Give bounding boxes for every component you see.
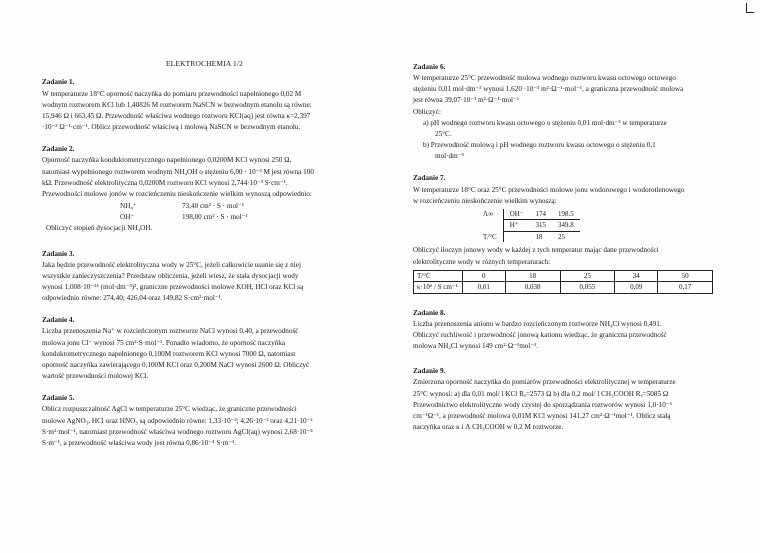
value-cell: 198.5 <box>558 209 574 218</box>
task-4-line: oporność naczyńka zawierającego 0,100M KCl oraz 0,200M NaCl wynosi 2600 Ω. Obliczyć <box>42 360 310 369</box>
task-7-line: elektrolityczne wody w różnych temperaturach: <box>413 257 551 266</box>
ion-conductivity-list <box>120 201 367 223</box>
ion-row <box>120 201 367 212</box>
task-3-heading: Zadanie 3. <box>42 249 75 258</box>
task-4-heading: Zadanie 4. <box>42 316 75 325</box>
task-6-item-a-cont: 25°C. <box>435 129 452 138</box>
task-7 <box>413 173 713 293</box>
table-cell: 18 <box>505 270 560 282</box>
task-9 <box>413 366 713 433</box>
table-cell: 0,055 <box>560 282 615 294</box>
ion-symbol: OH⁻ <box>120 213 135 222</box>
document-title: ELEKTROCHEMIA 1/2 <box>165 59 244 68</box>
task-7-line: W temperaturze 18°C oraz 25°C przewodności molowe jonu wodorowego i wodorotlenowego <box>413 185 685 194</box>
task-8 <box>413 308 713 353</box>
task-9-line: Zmierzona oporność naczyńka do pomiarów przewodności elektrolitycznej w temperaturze <box>413 378 676 387</box>
table-cell: 25 <box>560 270 615 282</box>
table-cell: 0,038 <box>505 282 560 294</box>
row-label: κ·10⁶ / S cm⁻¹ <box>414 282 463 294</box>
task-5 <box>42 393 367 449</box>
task-3-line: wszystkie zanieczyszczenia? Przedstaw obliczenia, jeżeli wiesz, że stała dysocjacji wody <box>42 271 299 280</box>
task-2-line: kΩ. Przewodność elektrolityczna 0,0200M roztworu KCl wynosi 2,744·10⁻³ S·cm⁻¹. <box>42 178 288 187</box>
task-8-line: Obliczyć ruchliwość i przewodność jonową kationu wiedząc, że graniczna przewodność <box>413 331 667 339</box>
task-9-line: Przewodnictwo elektrolityczne wody czystej do sporządzania roztworów wynosi 1,0·10⁻⁶ <box>413 400 673 409</box>
temp-label: T/°C <box>477 231 503 242</box>
task-6 <box>413 62 713 162</box>
task-4-line: konduktometrycznego napełnionego 0,100M roztworem KCl wynosi 7000 Ω, natomiast <box>42 349 296 358</box>
row-label: T/°C <box>414 270 463 282</box>
table-row <box>477 209 580 220</box>
table-cell: 0,01 <box>462 282 505 294</box>
corner-bracket-icon <box>746 3 754 13</box>
task-5-line: molowe AgNO₃, HCl oraz HNO₃ są odpowiednio równe: 1,33·10⁻²; 4,26·10⁻² oraz 4,21·10⁻² <box>42 416 313 425</box>
task-7-line: Obliczyć iloczyn jonowy wody w każdej z tych temperatur mając dane przewodności <box>413 246 659 255</box>
task-7-heading: Zadanie 7. <box>413 174 446 183</box>
task-8-line: Liczba przenoszenia anionu w bardzo rozcieńczonym roztworze NH₄Cl wynosi 0,491. <box>413 319 662 328</box>
table-cell: 34 <box>615 270 658 282</box>
task-6-line: jest równa 39,07·10⁻³ m²·Ω⁻¹·mol⁻¹ <box>413 96 519 105</box>
task-2-line: natomiast wypełnionego roztworem wodnym NH₄OH o stężeniu 6,00 · 10⁻³ M jest równa 100 <box>42 167 314 176</box>
task-6-heading: Zadanie 6. <box>413 63 446 71</box>
temp-cell: 25 <box>558 232 566 241</box>
task-3-line: odpowiednio równe: 274,40; 426,04 oraz 149,82 S·cm²·mol⁻¹. <box>42 294 223 303</box>
task-5-heading: Zadanie 5. <box>42 394 75 403</box>
table-cell: 0 <box>462 270 505 282</box>
task-2-question: Obliczyć stopień dysocjacji NH₄OH. <box>46 224 153 233</box>
task-2-line: Oporność naczyńka konduktometrycznego napełnionego 0,0200M KCl wynosi 250 Ω, <box>42 156 292 165</box>
task-1 <box>42 77 367 133</box>
task-5-line: Oblicz rozpuszczalność AgCl w temperaturze 25°C wiedząc, że graniczne przewodności <box>42 405 297 414</box>
task-3-line: Jaka będzie przewodność elektrolityczna wody w 25°C, jeżeli całkowicie usunie się z niej <box>42 260 301 269</box>
task-2-line: Przewodności molowe jonów w rozcieńczeniu nieskończenie wielkim wynoszą odpowiednio: <box>42 189 312 198</box>
value-cell: 315 <box>530 220 553 232</box>
task-4-line: wartość przewodności molowej KCl. <box>42 372 149 381</box>
task-6-line: stężeniu 0,01 mol·dm⁻³ wynosi 1,620 ·10⁻³ m²·Ω⁻¹·mol⁻¹, a graniczna przewodność molowa <box>413 85 684 94</box>
task-8-heading: Zadanie 8. <box>413 308 446 317</box>
task-1-line: wodnym roztworem KCl lub 1,40826 M roztworem NaSCN w bezwodnym etanolu są równe: <box>42 100 312 109</box>
task-5-line: S·m⁻¹, a przewodność właściwa wody jest równa 0,86·10⁻⁴ S·m⁻¹. <box>42 438 237 447</box>
task-1-line: ·10⁻³ Ω⁻¹·cm⁻¹. Oblicz przewodność właściwą i molową NaSCN w bezwodnym etanolu. <box>42 123 301 132</box>
task-2 <box>42 144 367 234</box>
task-7-line: w rozcieńczeniu nieskończenie wielkim wynoszą: <box>413 196 557 205</box>
right-column <box>413 62 713 433</box>
task-6-item-b: b) Przewodność molową i pH wodnego roztworu kwasu octowego o stężeniu 0,1 <box>423 141 656 150</box>
ion-cell: OH⁻ <box>503 209 529 220</box>
value-cell: 174 <box>535 209 547 218</box>
ion-value: 198,00 cm² · S · mol⁻¹ <box>182 213 248 222</box>
task-8-line: molowa NH₄Cl wynosi 149 cm²·Ω⁻¹mol⁻¹. <box>413 342 539 351</box>
left-column <box>42 0 367 449</box>
task-9-line: cm⁻¹Ω⁻¹, a przewodność molowa 0,01M KCl wynosi 141,27 cm²·Ω⁻¹mol⁻¹. Oblicz stałą <box>413 411 671 420</box>
task-4-line: molowa jonu Cl⁻ wynosi 75 cm²·S·mol⁻¹. Ponadto wiadomo, że oporność naczyńka <box>42 338 286 347</box>
temp-cell: 18 <box>535 232 543 241</box>
task-6-line: W temperaturze 25°C przewodność molowa wodnego roztworu kwasu octowego octowego <box>413 74 676 83</box>
water-conductivity-table <box>413 270 713 294</box>
task-6-item-b-cont: mol·dm⁻³ <box>435 152 464 161</box>
table-cell: 0,17 <box>658 282 713 294</box>
table-row <box>414 270 713 282</box>
task-5-line: S·m²·mol⁻¹, natomiast przewodność właściwa wodnego roztworu AgCl(aq) wynosi 2,68·10⁻⁴ <box>42 427 313 436</box>
ion-symbol: NH₄⁺ <box>120 202 137 211</box>
task-4 <box>42 315 367 382</box>
table-row <box>414 282 713 294</box>
table-row <box>477 231 580 242</box>
task-1-heading: Zadanie 1. <box>42 78 75 87</box>
table-cell: 0,09 <box>615 282 658 294</box>
table-cell: 50 <box>658 270 713 282</box>
table-row <box>477 220 580 232</box>
task-9-line: naczyńka oraz κ i Λ CH₃COOH w 0,2 M roztworze. <box>413 423 564 432</box>
task-9-heading: Zadanie 9. <box>413 367 446 376</box>
ion-value: 73,40 cm² · S · mol⁻¹ <box>182 202 245 211</box>
ion-cell: H⁺ <box>503 220 529 232</box>
task-1-line: 15,946 Ω i 663,45 Ω. Przewodność właściwa wodnego roztworu KCl(aq) jest równa κ=2,397 <box>42 111 311 120</box>
task-1-line: W temperaturze 18°C oporność naczyńka do pomiaru przewodności napełnionego 0,02 M <box>42 89 302 98</box>
task-3-line: wynosi 1,008·10⁻¹⁴ (mol·dm⁻³)², graniczne przewodności molowe KOH, HCl oraz KCl są <box>42 282 304 291</box>
task-6-calc-label: Obliczyć: <box>413 107 441 116</box>
task-2-heading: Zadanie 2. <box>42 145 75 154</box>
task-9-line: 25°C wynosi: a) dla 0,01 mol/ l KCl Rₐ=2573 Ω b) dla 0,2 mol/ l CH₃COOH Rₓ=5085 Ω <box>413 389 669 398</box>
task-4-line: Liczba przenoszenia Na⁺ w rozcieńczonym roztworze NaCl wynosi 0,40, a przewodność <box>42 327 299 336</box>
ion-row <box>120 212 367 223</box>
task-3 <box>42 249 367 305</box>
limiting-conductivity-table <box>477 209 580 243</box>
lambda-symbol: Λ∞ <box>483 210 494 219</box>
value-cell: 349.8 <box>552 220 580 232</box>
task-6-item-a: a) pH wodnego roztworu kwasu octowego o stężeniu 0,01 mol·dm⁻³ w temperaturze <box>423 118 667 127</box>
